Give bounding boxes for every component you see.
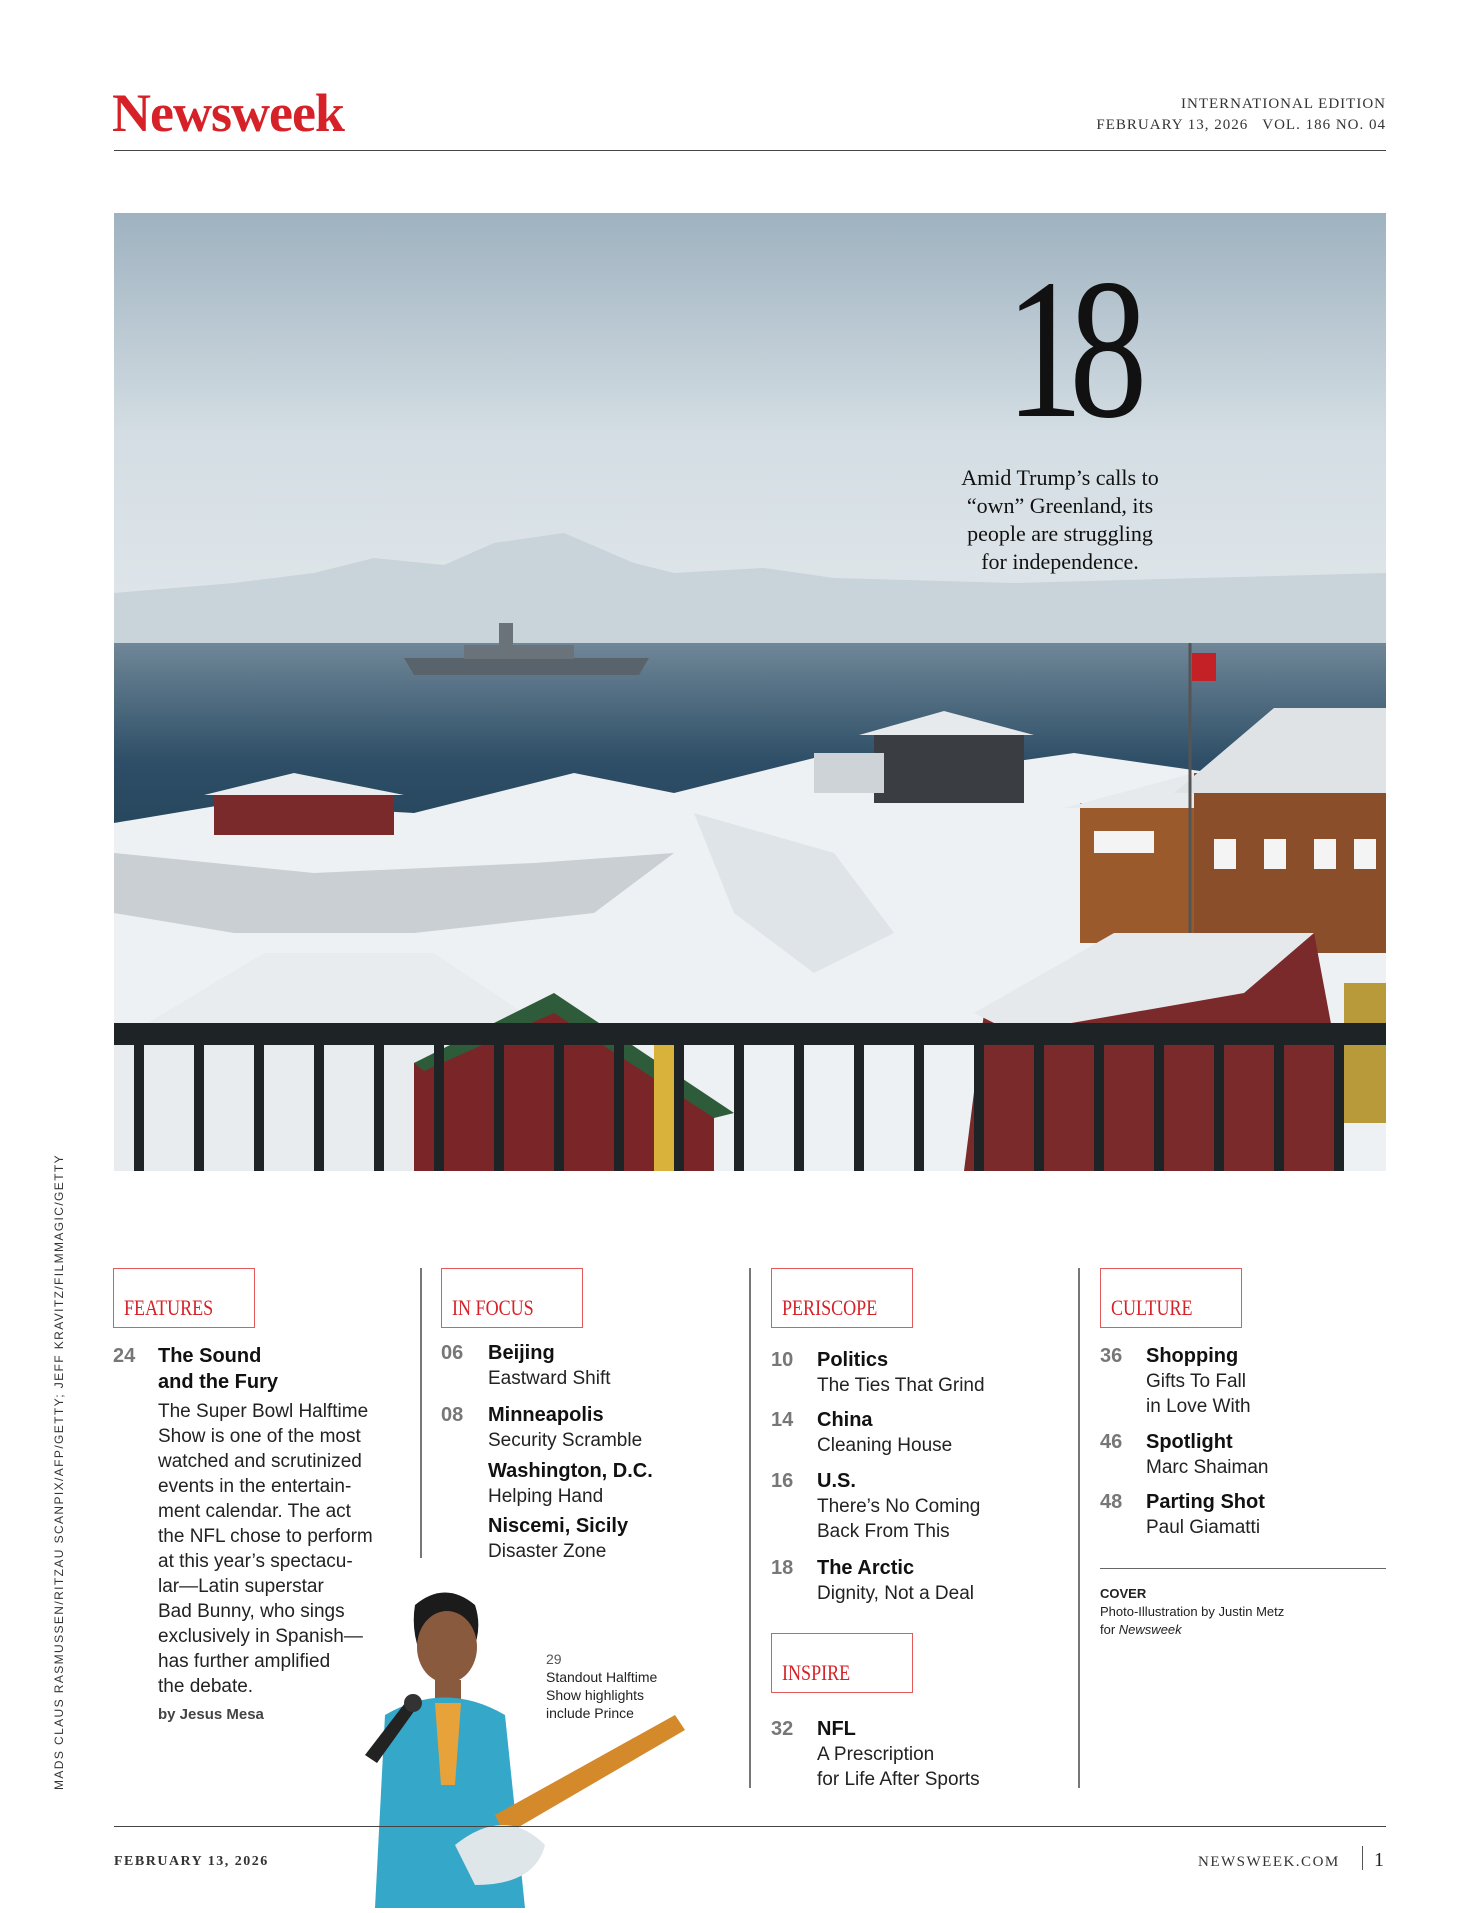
periscope-section-label: PERISCOPE xyxy=(771,1268,913,1328)
toc-entry-shopping[interactable]: Shopping Gifts To Fall in Love With xyxy=(1146,1345,1251,1417)
features-title[interactable]: The Sound and the Fury xyxy=(158,1345,279,1393)
toc-page-num[interactable]: 06 xyxy=(441,1342,464,1364)
toc-page-num[interactable]: 32 xyxy=(771,1718,794,1740)
toc-entry-parting-shot[interactable]: Parting Shot Paul Giamatti xyxy=(1146,1491,1265,1538)
toc-page-num[interactable]: 14 xyxy=(771,1409,794,1431)
toc-entry-beijing[interactable]: Beijing Eastward Shift xyxy=(488,1342,611,1389)
features-body: The Super Bowl Halftime Show is one of the most watched and scrutinized events in the entertain- ment calendar. The act the NFL chose to perform at this year’s spectacu- lar—Latin superstar Bad Bunny, who sings exclusively in Spanish— has further amplified the debate. xyxy=(158,1401,373,1697)
greenland-harbor-illustration xyxy=(114,213,1386,1171)
toc-entry-the-arctic[interactable]: The Arctic Dignity, Not a Deal xyxy=(817,1557,974,1604)
edition-label: INTERNATIONAL EDITION xyxy=(1181,96,1386,112)
hero-photo xyxy=(114,213,1386,1171)
caption-line: Amid Trump’s calls to xyxy=(961,465,1159,490)
issue-line: FEBRUARY 13, 2026 VOL. 186 NO. 04 xyxy=(1096,117,1386,133)
footer-divider xyxy=(1362,1846,1363,1870)
hero-caption xyxy=(930,464,1190,576)
features-page-num[interactable]: 24 xyxy=(113,1345,136,1367)
footer-date: FEBRUARY 13, 2026 xyxy=(114,1854,269,1869)
newsweek-logo: Newsweek xyxy=(112,83,344,143)
footer-rule xyxy=(114,1826,1386,1827)
footer-site[interactable]: NEWSWEEK.COM xyxy=(1198,1854,1340,1870)
toc-page-num[interactable]: 18 xyxy=(771,1557,794,1579)
toc-page-num[interactable]: 36 xyxy=(1100,1345,1123,1367)
column-divider xyxy=(1078,1268,1080,1788)
toc-entry-washington[interactable]: Washington, D.C. Helping Hand xyxy=(488,1460,653,1507)
inspire-section-label: INSPIRE xyxy=(771,1633,913,1693)
culture-rule xyxy=(1100,1568,1386,1569)
features-byline: by Jesus Mesa xyxy=(158,1706,264,1723)
cover-story-page-number: 18 xyxy=(1005,239,1134,460)
toc-entry-nfl[interactable]: NFL A Prescription for Life After Sports xyxy=(817,1718,980,1790)
inset-page-num[interactable]: 29 xyxy=(546,1651,562,1667)
prince-performer-image xyxy=(355,1585,705,1908)
toc-page-num[interactable]: 46 xyxy=(1100,1431,1123,1453)
toc-entry-politics[interactable]: Politics The Ties That Grind xyxy=(817,1349,985,1396)
column-divider xyxy=(420,1268,422,1558)
caption-line: people are struggling xyxy=(967,521,1153,546)
inset-caption: Standout Halftime Show highlights include Prince xyxy=(546,1669,658,1721)
photo-credit: MADS CLAUS RASMUSSEN/RITZAU SCANPIX/AFP/GETTY; JEFF KRAVITZ/FILMMAGIC/GETTY xyxy=(52,1153,66,1790)
footer-page-number: 1 xyxy=(1374,1849,1384,1871)
toc-entry-china[interactable]: China Cleaning House xyxy=(817,1409,953,1456)
features-section-label: FEATURES xyxy=(113,1268,255,1328)
toc-entry-spotlight[interactable]: Spotlight Marc Shaiman xyxy=(1146,1431,1269,1478)
culture-section-label: CULTURE xyxy=(1100,1268,1242,1328)
toc-page-num[interactable]: 48 xyxy=(1100,1491,1123,1513)
masthead-rule xyxy=(114,150,1386,151)
toc-page-num[interactable]: 16 xyxy=(771,1470,794,1492)
caption-line: “own” Greenland, its xyxy=(966,493,1154,518)
column-divider xyxy=(749,1268,751,1788)
in-focus-section-label: IN FOCUS xyxy=(441,1268,583,1328)
toc-entry-minneapolis[interactable]: Minneapolis Security Scramble xyxy=(488,1404,643,1451)
toc-page-num[interactable]: 10 xyxy=(771,1349,794,1371)
toc-entry-niscemi[interactable]: Niscemi, Sicily Disaster Zone xyxy=(488,1515,629,1562)
caption-line: for independence. xyxy=(981,549,1139,574)
toc-page-num[interactable]: 08 xyxy=(441,1404,464,1426)
toc-entry-us[interactable]: U.S. There’s No Coming Back From This xyxy=(817,1470,981,1542)
cover-note: COVER Photo-Illustration by Justin Metz for Newsweek xyxy=(1100,1586,1285,1637)
